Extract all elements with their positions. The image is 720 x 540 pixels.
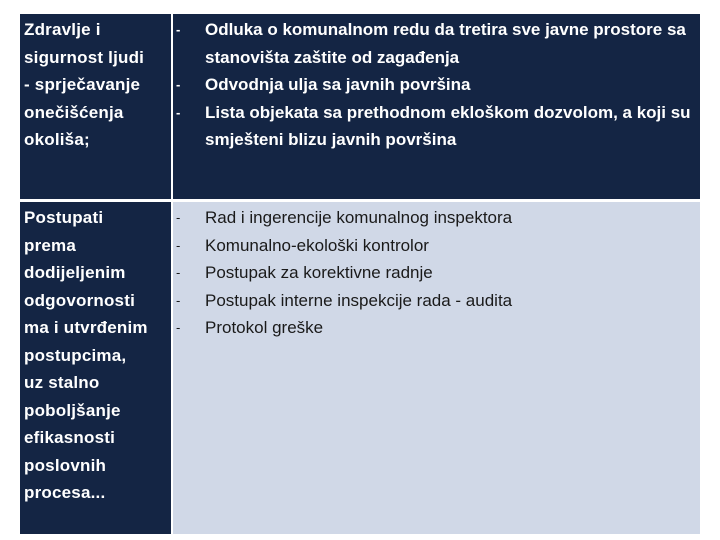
list-item-text: Protokol greške	[205, 318, 324, 337]
list-item	[173, 204, 696, 232]
list-item-text: Lista objekata sa prethodnom eklоškom dozvolom, a koji su smješteni blizu javnih površina	[205, 102, 691, 149]
bullet-dash: -	[176, 237, 181, 253]
list-item-text: Komunalno-ekološki kontrolor	[205, 235, 429, 255]
bullet-dash: -	[176, 320, 181, 335]
row1-heading: Zdravlje i sigurnost ljudi - sprječavanje onečišćenja okoliša;	[24, 20, 145, 149]
list-item	[173, 99, 696, 154]
bullet-dash: -	[176, 22, 181, 37]
bullet-dash: -	[176, 265, 181, 280]
list-item-text: Odluka o komunalnom redu da tretira sve javne prostore sa stanovišta zaštite od zagađenja	[205, 20, 686, 67]
list-item-text: Postupak interne inspekcije rada - audita	[205, 290, 513, 310]
row2-left-cell	[20, 202, 171, 534]
bullet-dash: -	[176, 77, 181, 92]
bullet-dash: -	[176, 104, 181, 120]
row2-heading: Postupati prema dodijeljenim odgovornosti ma i utvrđenim postupcima, uz stalno poboljšanje efikasnosti poslovnih procesa...	[24, 208, 148, 502]
bullet-dash: -	[176, 292, 181, 308]
bullet-dash: -	[176, 210, 181, 225]
list-item	[173, 287, 696, 315]
list-item-text: Rad i ingerencije komunalnog inspektora	[205, 208, 513, 227]
row1-left-cell	[20, 14, 171, 199]
row2-list	[173, 204, 696, 342]
content-table	[20, 14, 700, 534]
row2-right-cell	[173, 202, 700, 534]
row1-list	[173, 16, 696, 154]
list-item	[173, 232, 696, 260]
list-item-text: Odvodnja ulja sa javnih površina	[205, 75, 471, 94]
list-item	[173, 314, 696, 342]
list-item-text: Postupak za korektivne radnje	[205, 263, 433, 282]
row1-right-cell	[173, 14, 700, 199]
list-item	[173, 16, 696, 71]
list-item	[173, 259, 696, 287]
list-item	[173, 71, 696, 99]
